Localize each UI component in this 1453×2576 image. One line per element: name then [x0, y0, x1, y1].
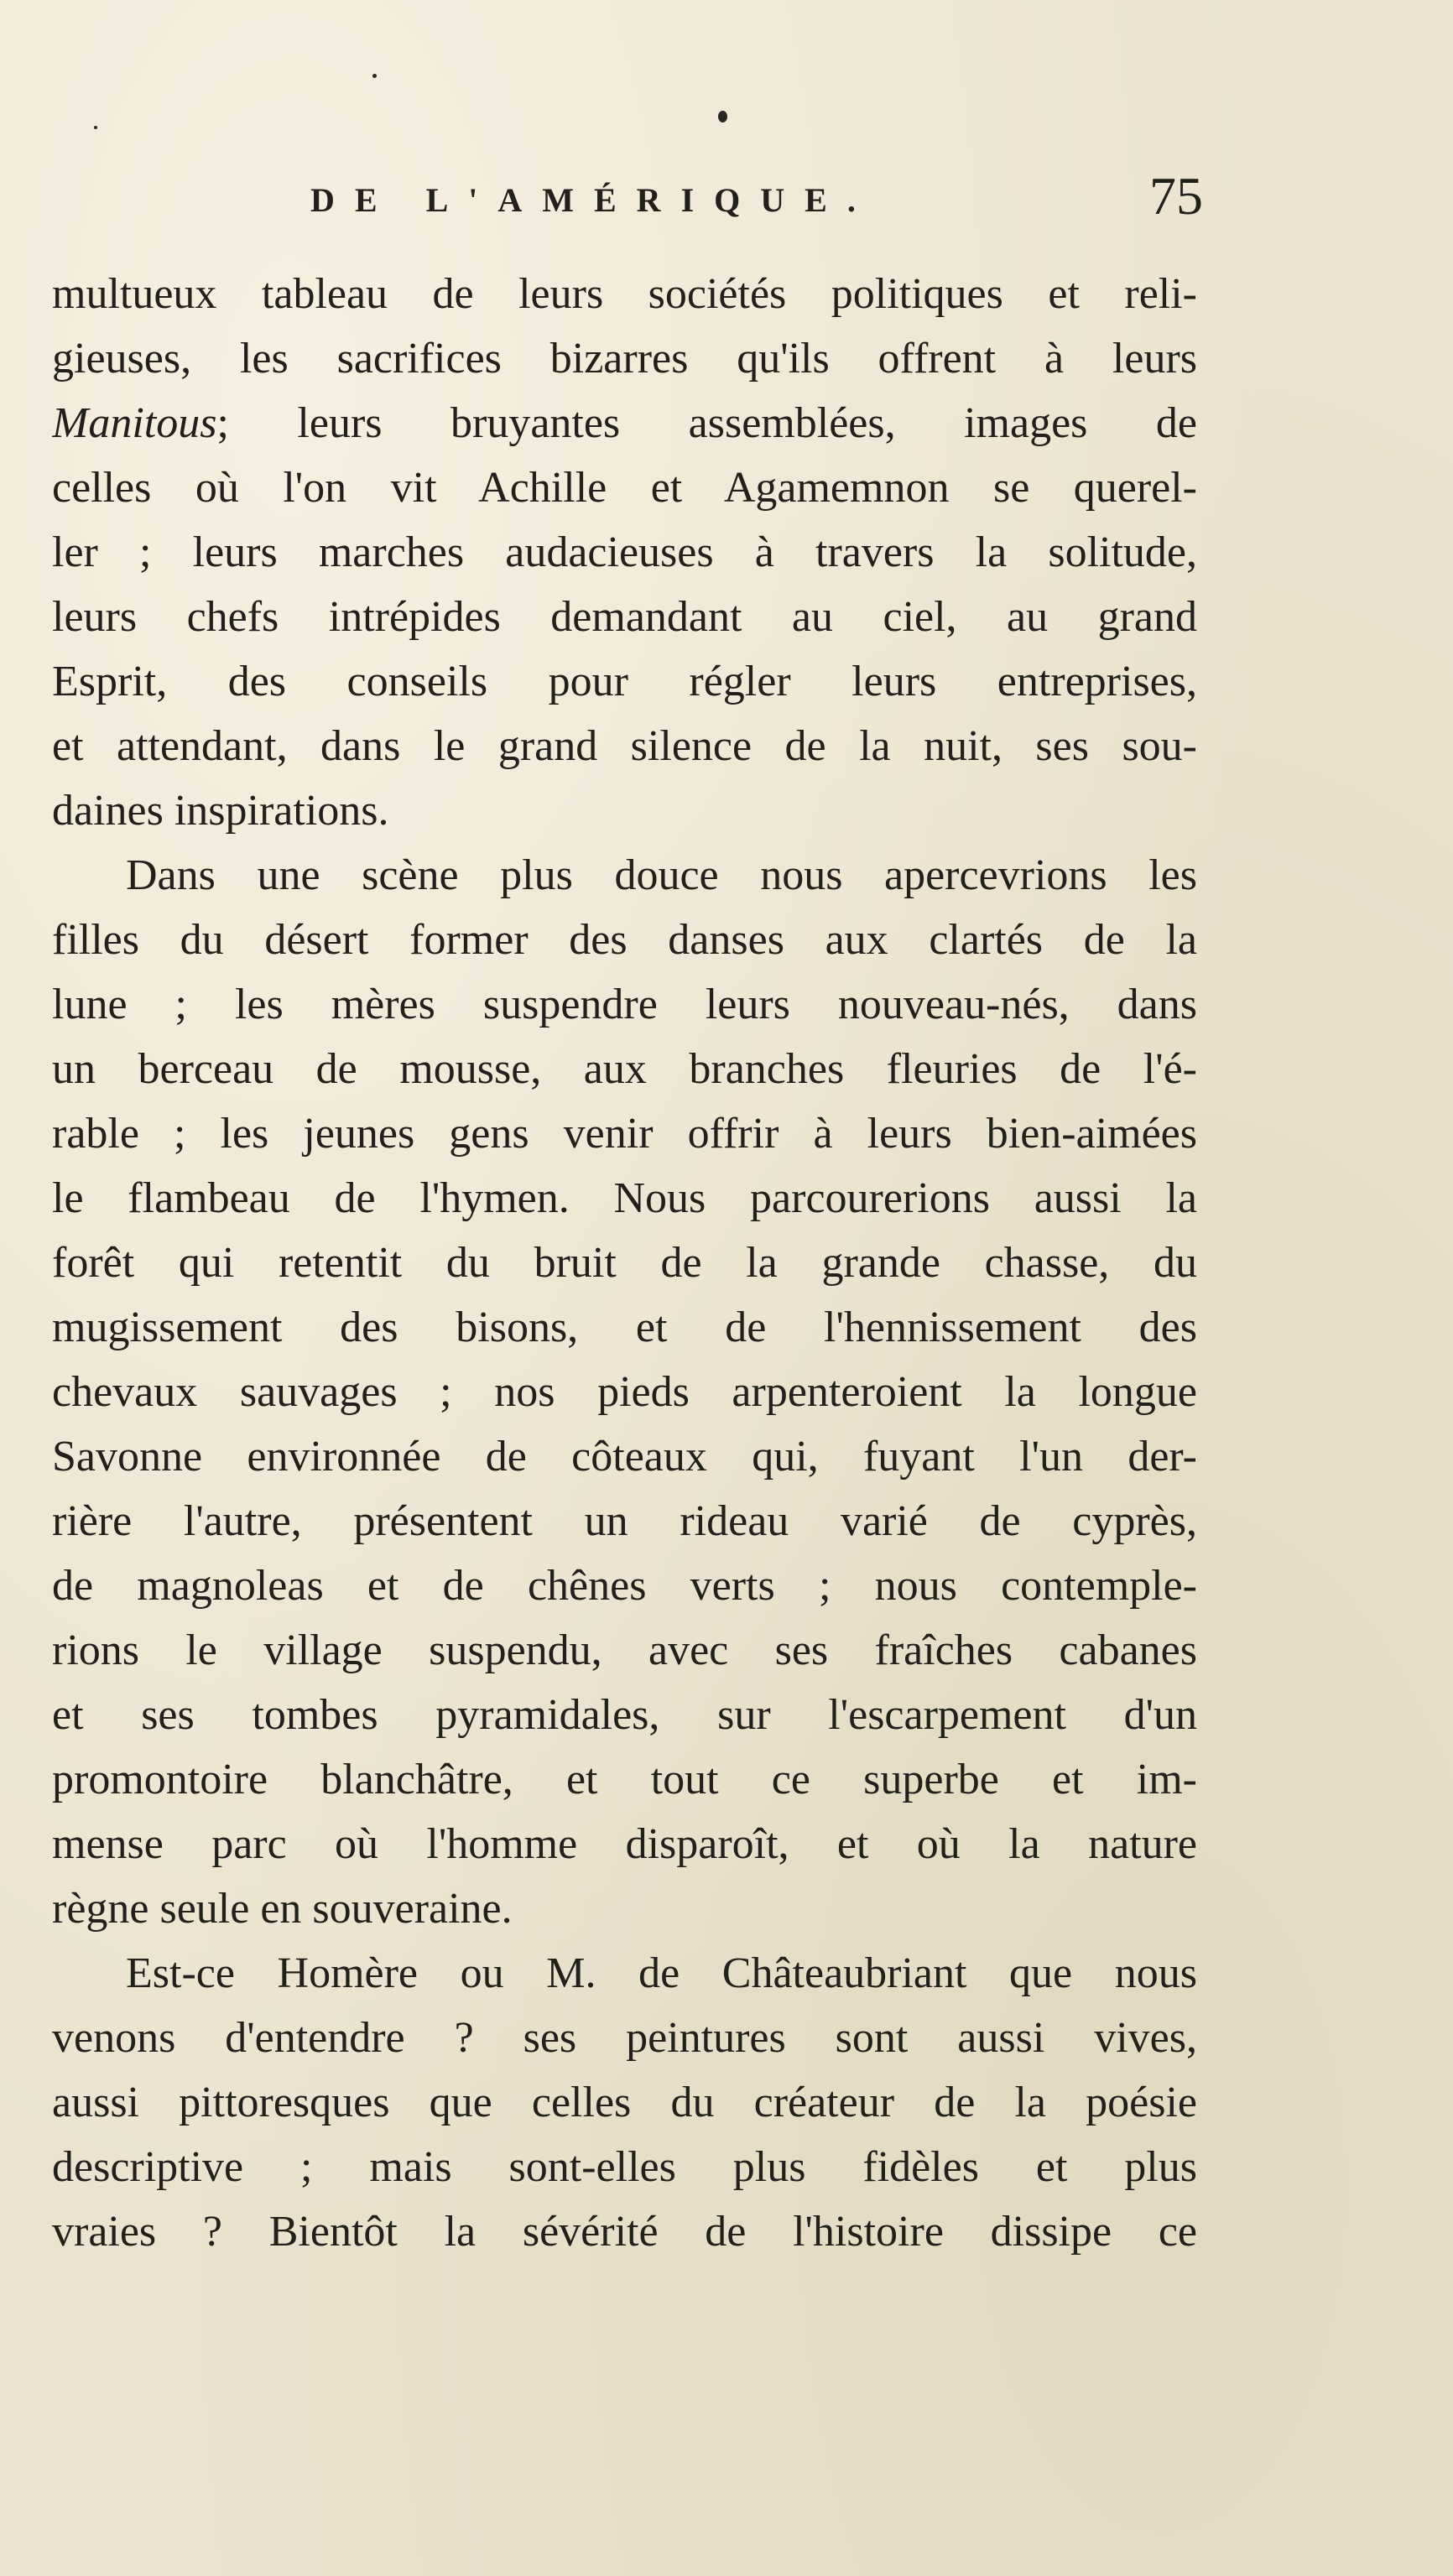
page-number: 75	[1149, 166, 1203, 226]
text-line	[52, 391, 1197, 455]
text-line: rions le village suspendu, avec ses fraîches cabanes	[52, 1626, 1197, 1674]
ink-speck	[372, 74, 377, 78]
text-line: et ses tombes pyramidales, sur l'escarpement d'un	[52, 1691, 1197, 1739]
text-line-rest: ; leurs bruyantes assemblées, images de	[216, 399, 1197, 447]
text-line: leurs chefs intrépides demandant au ciel, au grand	[52, 593, 1197, 641]
text-line: rable ; les jeunes gens venir offrir à leurs bien-aimées	[52, 1110, 1197, 1158]
ink-speck	[718, 111, 727, 122]
text-line: Esprit, des conseils pour régler leurs entreprises,	[52, 658, 1197, 705]
text-line: mense parc où l'homme disparoît, et où la nature	[52, 1820, 1197, 1868]
text-line: le flambeau de l'hymen. Nous parcourerions aussi la	[52, 1174, 1197, 1222]
text-line: de magnoleas et de chênes verts ; nous contemple-	[52, 1562, 1197, 1610]
body-text	[52, 262, 1197, 2264]
text-line: rière l'autre, présentent un rideau varié de cyprès,	[52, 1497, 1197, 1545]
text-line: et attendant, dans le grand silence de la nuit, ses sou-	[52, 722, 1197, 770]
text-line: filles du désert former des danses aux clartés de la	[52, 916, 1197, 964]
ink-speck	[94, 126, 97, 129]
text-line: aussi pittoresques que celles du créateur de la poésie	[52, 2079, 1197, 2126]
text-line: ler ; leurs marches audacieuses à travers la solitude,	[52, 528, 1197, 576]
text-line: Savonne environnée de côteaux qui, fuyant l'un der-	[52, 1433, 1197, 1481]
italic-word: Manitous	[52, 399, 217, 447]
running-head	[0, 166, 1453, 239]
text-line: Est-ce Homère ou M. de Châteaubriant que nous	[126, 1949, 1197, 1997]
text-line: gieuses, les sacrifices bizarres qu'ils offrent à leurs	[52, 335, 1197, 382]
text-line: mugissement des bisons, et de l'hennissement des	[52, 1304, 1197, 1351]
text-line: Dans une scène plus douce nous apercevrions les	[126, 851, 1197, 899]
text-line: descriptive ; mais sont-elles plus fidèles et plus	[52, 2143, 1197, 2191]
running-head-title: DE L'AMÉRIQUE.	[310, 181, 876, 219]
text-line: règne seule en souveraine.	[52, 1885, 513, 1933]
text-line: chevaux sauvages ; nos pieds arpenteroient la longue	[52, 1368, 1197, 1416]
text-line: venons d'entendre ? ses peintures sont aussi vives,	[52, 2014, 1197, 2062]
text-line: vraies ? Bientôt la sévérité de l'histoire dissipe ce	[52, 2208, 1197, 2256]
text-line: promontoire blanchâtre, et tout ce superbe et im-	[52, 1756, 1197, 1803]
text-line: daines inspirations.	[52, 787, 389, 835]
text-line: multueux tableau de leurs sociétés politiques et reli-	[52, 270, 1197, 318]
text-line: celles où l'on vit Achille et Agamemnon se querel-	[52, 464, 1197, 512]
text-line: lune ; les mères suspendre leurs nouveau-nés, dans	[52, 981, 1197, 1028]
text-line: un berceau de mousse, aux branches fleuries de l'é-	[52, 1045, 1197, 1093]
text-line: forêt qui retentit du bruit de la grande chasse, du	[52, 1239, 1197, 1287]
